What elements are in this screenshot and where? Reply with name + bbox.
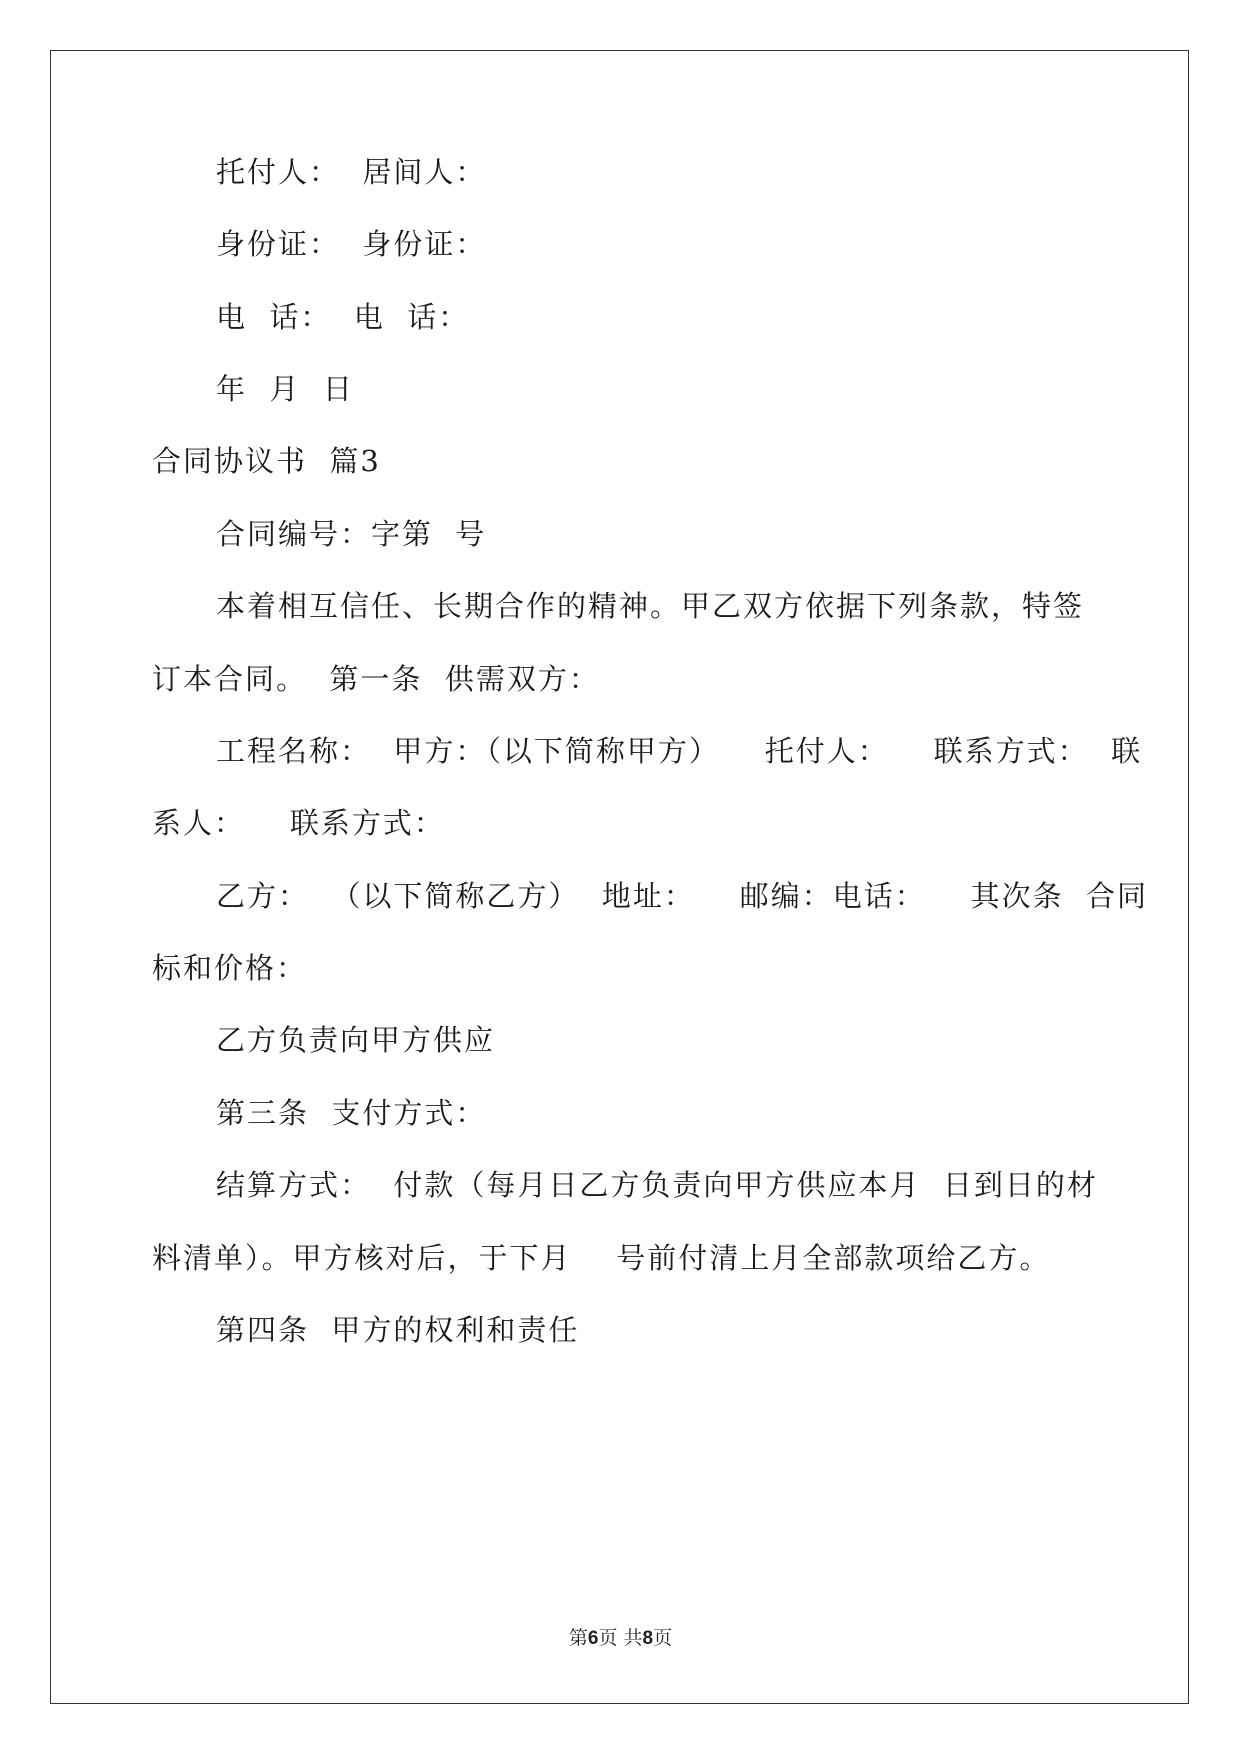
- text-line: 电 话： 电 话：: [216, 300, 470, 334]
- text-line: 第四条 甲方的权利和责任: [216, 1313, 580, 1347]
- text-line: 身份证： 身份证：: [216, 227, 487, 261]
- page-number: 6: [587, 1628, 599, 1649]
- text-line: 工程名称： 甲方：（以下简称甲方） 托付人： 联系方式： 联: [216, 734, 1143, 768]
- footer-suffix: 页: [653, 1627, 673, 1649]
- footer-prefix: 第: [568, 1627, 588, 1649]
- text-line: 年 月 日: [216, 372, 354, 406]
- text-line: 第三条 支付方式：: [216, 1096, 487, 1130]
- text-line: 系人： 联系方式：: [152, 806, 445, 840]
- text-line: 结算方式： 付款（每月日乙方负责向甲方供应本月 日到日的材: [216, 1168, 1098, 1202]
- section-heading: 合同协议书 篇3: [152, 444, 381, 478]
- text-line: 乙方： （以下简称乙方） 地址： 邮编：电话： 其次条 合同: [216, 879, 1149, 913]
- text-line: 托付人： 居间人：: [216, 155, 487, 189]
- page-footer: [0, 1626, 1241, 1651]
- text-line: 乙方负责向甲方供应: [216, 1023, 496, 1057]
- text-line: 料清单）。甲方核对后，于下月 号前付清上月全部款项给乙方。: [152, 1241, 1051, 1275]
- text-line: 标和价格：: [152, 951, 308, 985]
- total-pages: 8: [642, 1628, 654, 1649]
- text-line: 本着相互信任、长期合作的精神。甲乙双方依据下列条款，特签: [216, 589, 1085, 623]
- text-line: 合同编号：字第 号: [216, 517, 487, 551]
- text-line: 订本合同。 第一条 供需双方：: [152, 662, 600, 696]
- footer-middle: 页 共: [598, 1627, 643, 1649]
